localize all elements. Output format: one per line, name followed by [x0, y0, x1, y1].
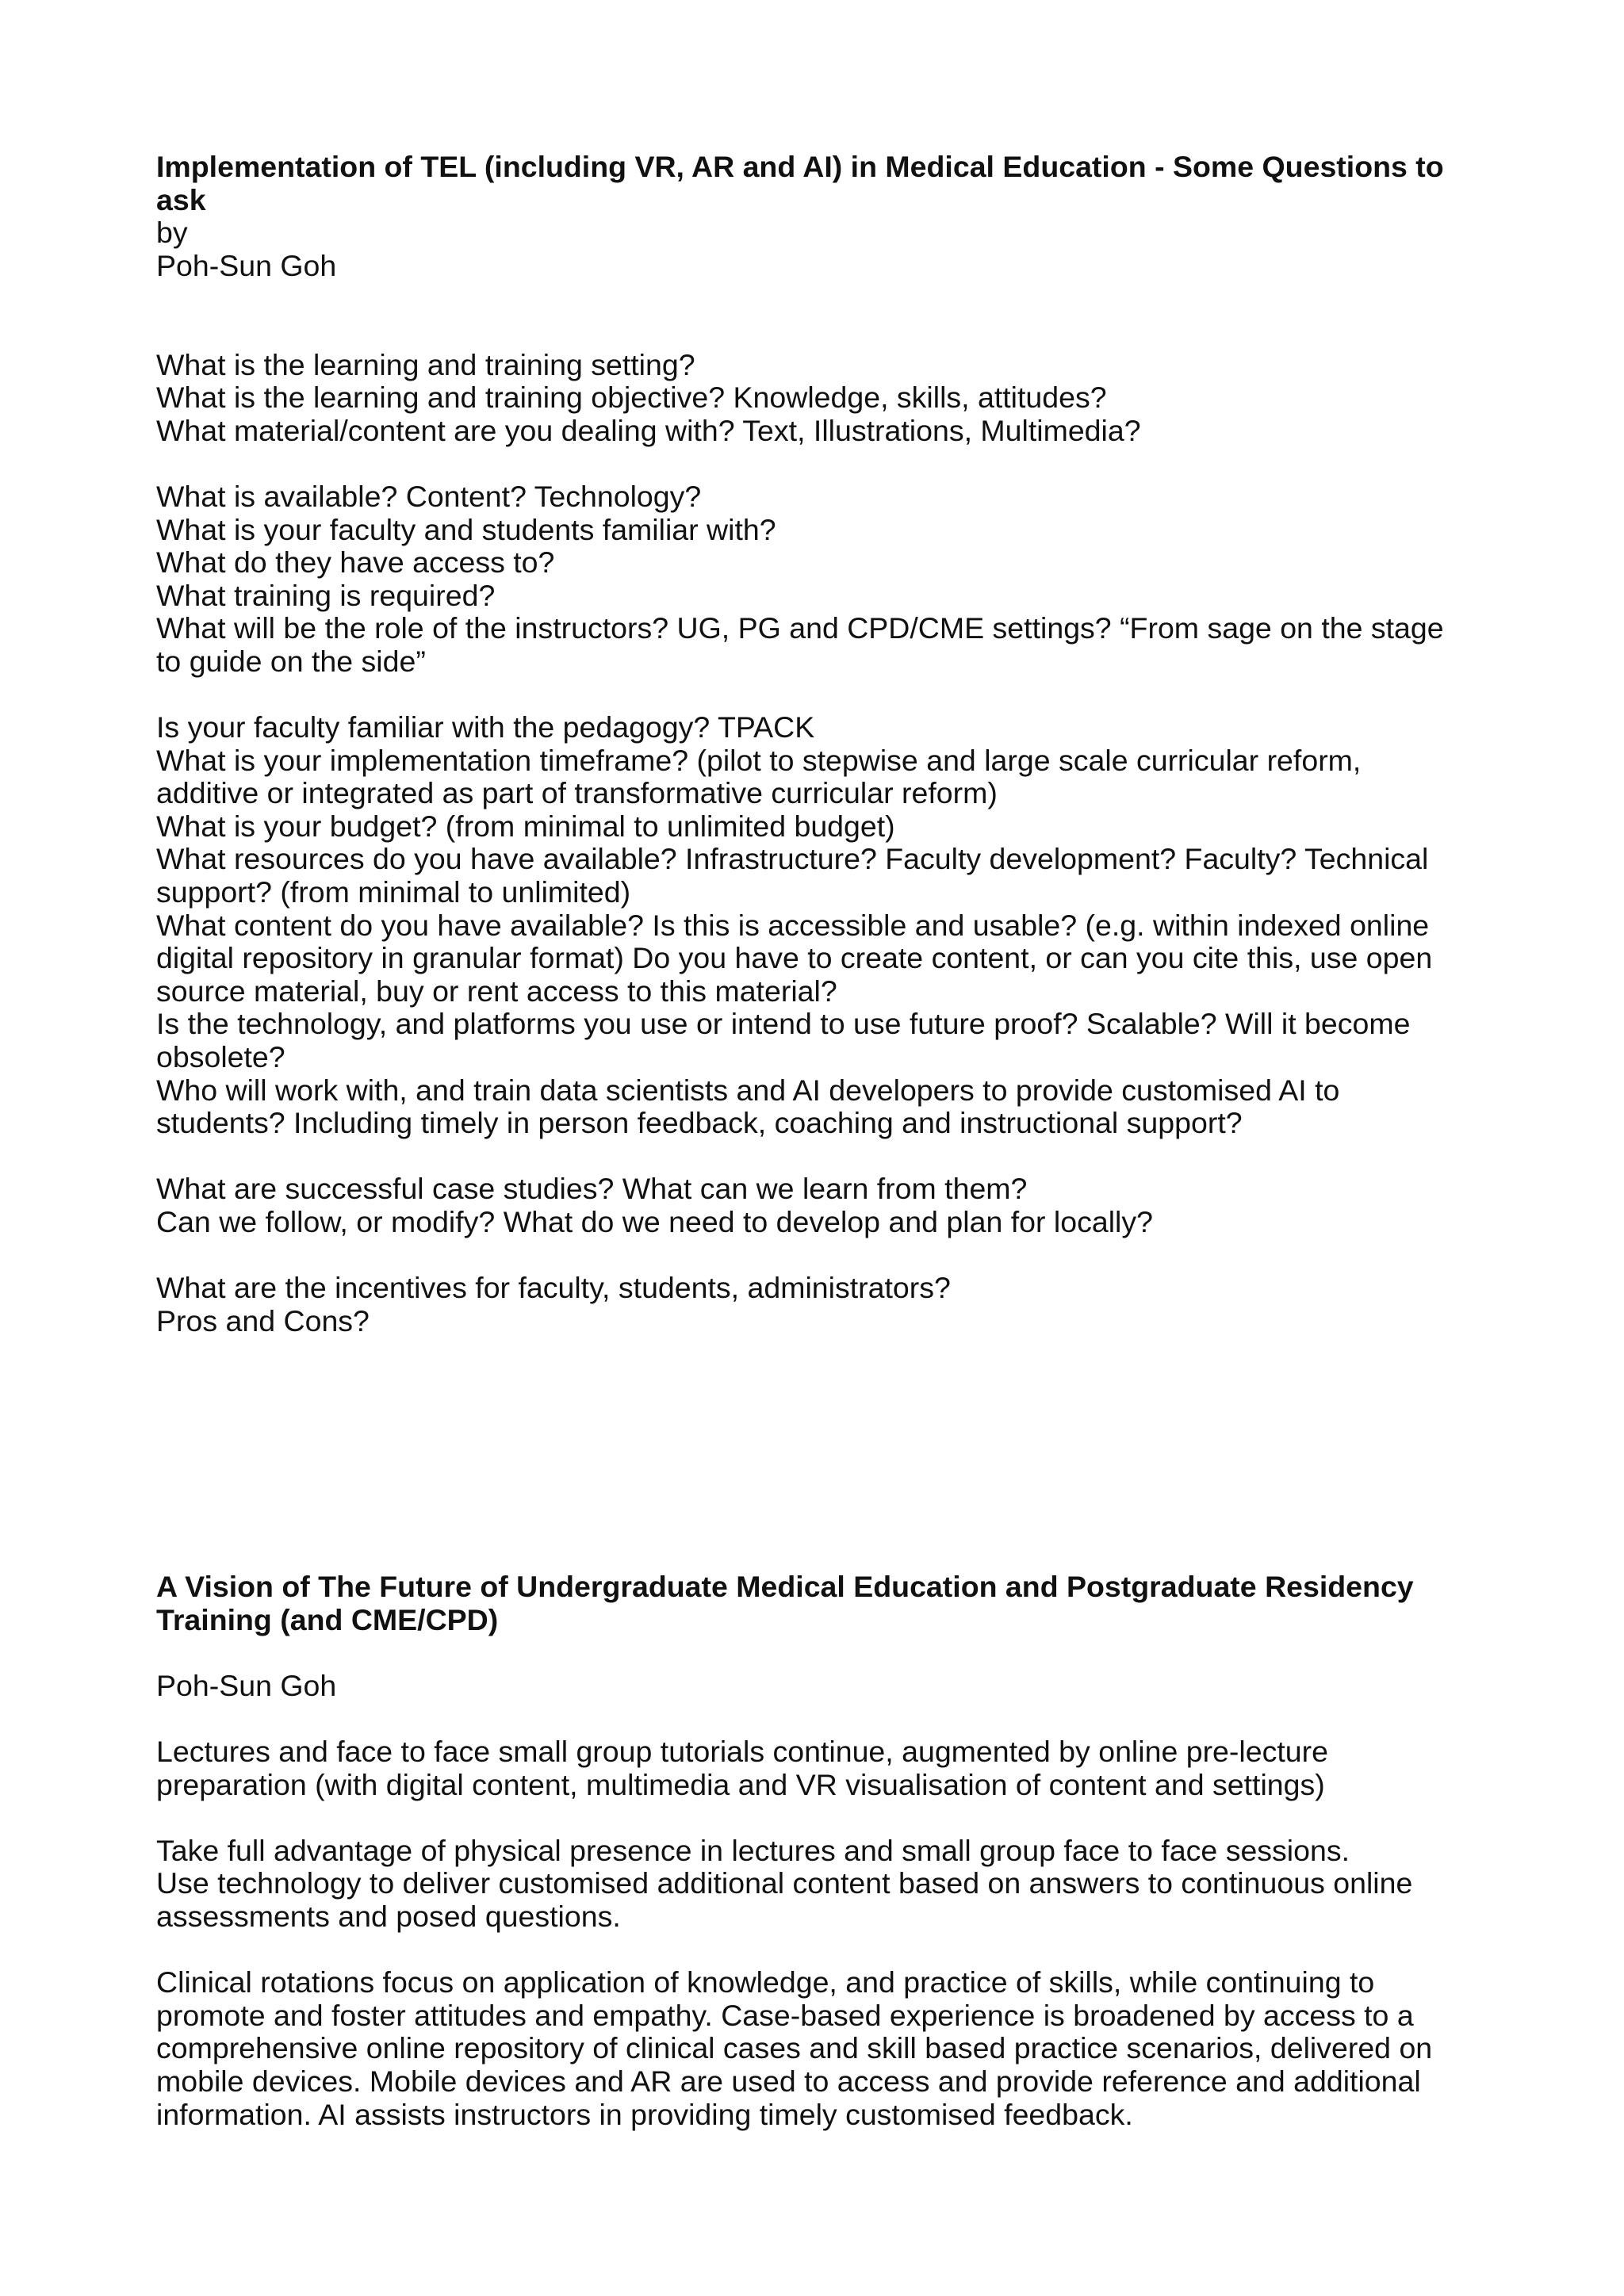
section-2-title — [156, 1571, 1504, 1636]
title-line: Training (and CME/CPD) — [156, 1602, 499, 1636]
question-line: Pros and Cons? — [156, 1303, 370, 1337]
question-line: What resources do you have available? Infrastructure? Faculty development? Faculty? Technical — [156, 842, 1429, 876]
question-line: Is your faculty familiar with the pedagogy? TPACK — [156, 710, 815, 744]
section-1-title — [156, 151, 1504, 216]
paragraph-line: preparation (with digital content, multimedia and VR visualisation of content and settings) — [156, 1767, 1325, 1801]
question-line: What content do you have available? Is this is accessible and usable? (e.g. within indexed online — [156, 908, 1430, 942]
question-group-case-studies — [156, 1173, 1504, 1238]
paragraph-line: information. AI assists instructors in providing timely customised feedback. — [156, 2097, 1133, 2131]
question-line: Is the technology, and platforms you use or intend to use future proof? Scalable? Will it become — [156, 1007, 1411, 1041]
paragraph-line: Take full advantage of physical presence in lectures and small group face to face sessions. — [156, 1833, 1350, 1867]
question-line: What training is required? — [156, 578, 496, 612]
question-line: What are the incentives for faculty, students, administrators? — [156, 1271, 951, 1305]
question-line: Can we follow, or modify? What do we need to develop and plan for locally? — [156, 1205, 1153, 1238]
document-section-2 — [156, 1571, 1504, 2131]
question-line: to guide on the side” — [156, 644, 426, 678]
paragraph-line: Clinical rotations focus on application of knowledge, and practice of skills, while continuing to — [156, 1965, 1375, 1999]
question-line: What is available? Content? Technology? — [156, 479, 702, 513]
author-name: Poh-Sun Goh — [156, 248, 337, 282]
title-line: ask — [156, 182, 206, 216]
paragraph-clinical-rotations — [156, 1966, 1504, 2131]
paragraph-physical-presence — [156, 1835, 1504, 1934]
question-line: What do they have access to? — [156, 545, 555, 580]
document-section-1 — [156, 151, 1504, 1337]
question-line: What material/content are you dealing with? Text, Illustrations, Multimedia? — [156, 413, 1141, 447]
question-line: What is the learning and training setting? — [156, 347, 695, 381]
byline: by — [156, 216, 188, 250]
question-line: Who will work with, and train data scientists and AI developers to provide customised AI to — [156, 1073, 1340, 1107]
question-group-incentives — [156, 1272, 1504, 1337]
author-name: Poh-Sun Goh — [156, 1668, 337, 1702]
question-line: What is your faculty and students familiar with? — [156, 512, 776, 546]
title-line: A Vision of The Future of Undergraduate Medical Education and Postgraduate Residency — [156, 1570, 1414, 1603]
question-line: obsolete? — [156, 1040, 285, 1074]
question-line: support? (from minimal to unlimited) — [156, 875, 631, 909]
question-line: What is your budget? (from minimal to unlimited budget) — [156, 809, 895, 843]
paragraph-line: Use technology to deliver customised additional content based on answers to continuous online — [156, 1866, 1413, 1900]
question-line: What is the learning and training objective? Knowledge, skills, attitudes? — [156, 381, 1107, 415]
question-line: additive or integrated as part of transformative curricular reform) — [156, 776, 998, 810]
question-line: What will be the role of the instructors? UG, PG and CPD/CME settings? “From sage on the stage — [156, 611, 1444, 645]
paragraph-lectures — [156, 1735, 1504, 1801]
question-group-implementation — [156, 711, 1504, 1140]
title-line: Implementation of TEL (including VR, AR and AI) in Medical Education - Some Questions to — [156, 150, 1444, 183]
paragraph-line: Lectures and face to face small group tutorials continue, augmented by online pre-lecture — [156, 1734, 1328, 1768]
paragraph-line: assessments and posed questions. — [156, 1899, 621, 1933]
question-group-availability — [156, 480, 1504, 679]
paragraph-line: promote and foster attitudes and empathy. Case-based experience is broadened by access to a — [156, 1998, 1414, 2032]
paragraph-line: mobile devices. Mobile devices and AR are used to access and provide reference and additional — [156, 2064, 1421, 2098]
question-line: What is your implementation timeframe? (pilot to stepwise and large scale curricular reform, — [156, 743, 1362, 777]
paragraph-line: comprehensive online repository of clinical cases and skill based practice scenarios, delivered on — [156, 2031, 1433, 2065]
question-group-setting — [156, 349, 1504, 448]
question-line: students? Including timely in person feedback, coaching and instructional support? — [156, 1106, 1243, 1140]
question-line: What are successful case studies? What can we learn from them? — [156, 1172, 1028, 1206]
question-line: source material, buy or rent access to this material? — [156, 974, 837, 1008]
question-line: digital repository in granular format) Do you have to create content, or can you cite this, use open — [156, 941, 1433, 975]
